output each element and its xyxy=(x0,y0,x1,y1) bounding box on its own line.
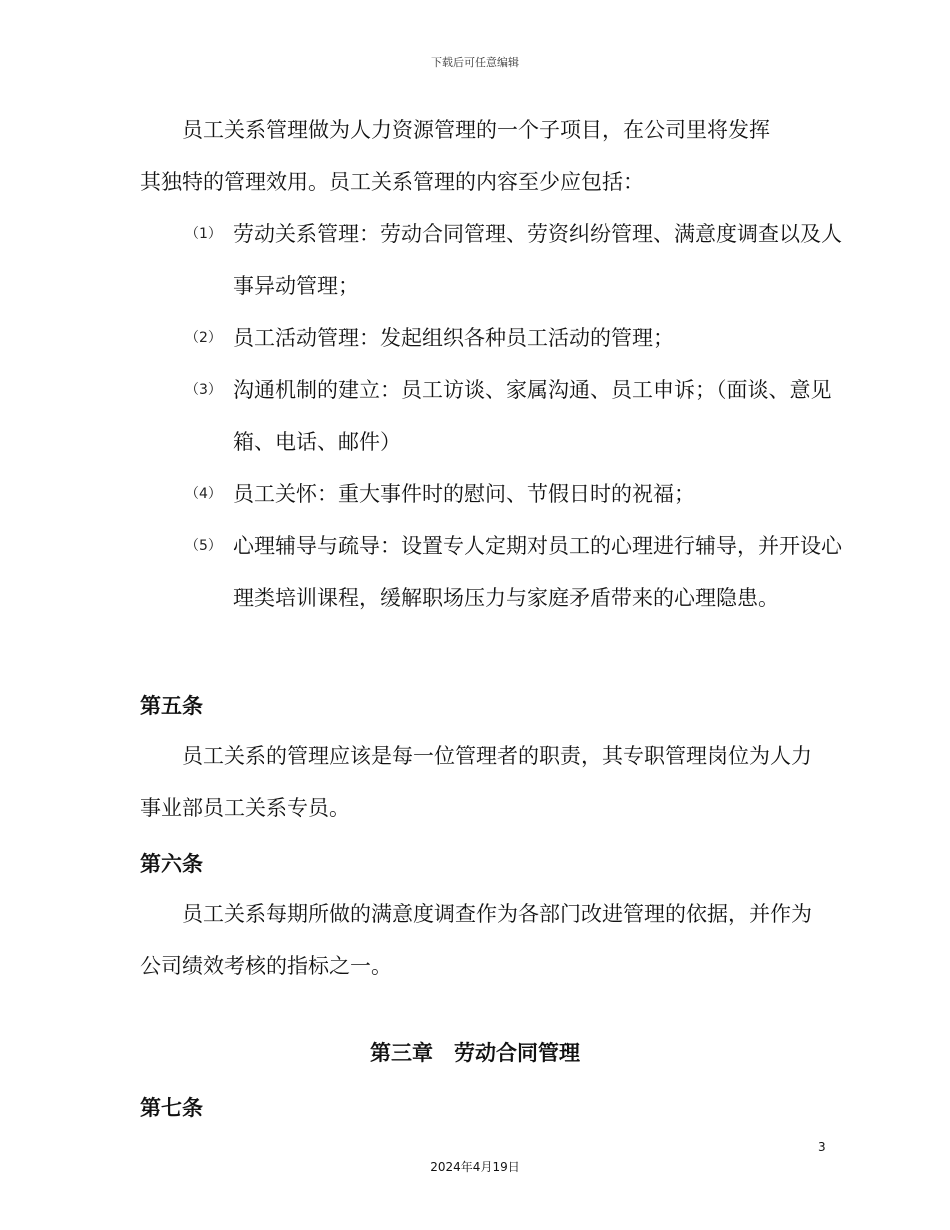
intro-paragraph xyxy=(140,104,830,208)
article-5-text: 员工关系的管理应该是每一位管理者的职责，其专职管理岗位为人力事业部员工关系专员。 xyxy=(140,744,812,820)
list-item-number: （4） xyxy=(185,486,222,502)
list-item-text: 沟通机制的建立：员工访谈、家属沟通、员工申诉；（面谈、意见箱、电话、邮件） xyxy=(233,378,832,454)
article-5-heading: 第五条 xyxy=(140,694,203,718)
list-item-number: （2） xyxy=(185,330,222,346)
list-item-number: （3） xyxy=(185,382,222,398)
article-6-heading: 第六条 xyxy=(140,852,203,876)
page-number: 3 xyxy=(818,1140,826,1154)
footer-date: 2024年4月19日 xyxy=(430,1160,520,1174)
intro-line-2: 其独特的管理效用。员工关系管理的内容至少应包括： xyxy=(140,170,644,194)
list-item xyxy=(185,468,845,520)
intro-line-1: 员工关系管理做为人力资源管理的一个子项目，在公司里将发挥 xyxy=(182,118,770,142)
list-item-text: 员工关怀：重大事件时的慰问、节假日时的祝福； xyxy=(233,482,695,506)
list-item xyxy=(185,312,845,364)
list-item-number: （1） xyxy=(185,226,222,242)
list-item-text: 员工活动管理：发起组织各种员工活动的管理； xyxy=(233,326,674,350)
list-item xyxy=(185,364,845,468)
page-header: 下载后可任意编辑 xyxy=(431,56,519,69)
chapter-title: 第三章 劳动合同管理 xyxy=(370,1041,580,1065)
list-item-number: （5） xyxy=(185,538,222,554)
list-item xyxy=(185,208,845,312)
list-item-text: 劳动关系管理：劳动合同管理、劳资纠纷管理、满意度调查以及人事异动管理； xyxy=(233,222,842,298)
article-6-text: 员工关系每期所做的满意度调查作为各部门改进管理的依据，并作为公司绩效考核的指标之一。 xyxy=(140,902,812,978)
article-7-heading: 第七条 xyxy=(140,1096,203,1120)
list-item xyxy=(185,520,845,624)
list-item-text: 心理辅导与疏导：设置专人定期对员工的心理进行辅导，并开设心理类培训课程，缓解职场压力与家庭矛盾带来的心理隐患。 xyxy=(233,534,842,610)
